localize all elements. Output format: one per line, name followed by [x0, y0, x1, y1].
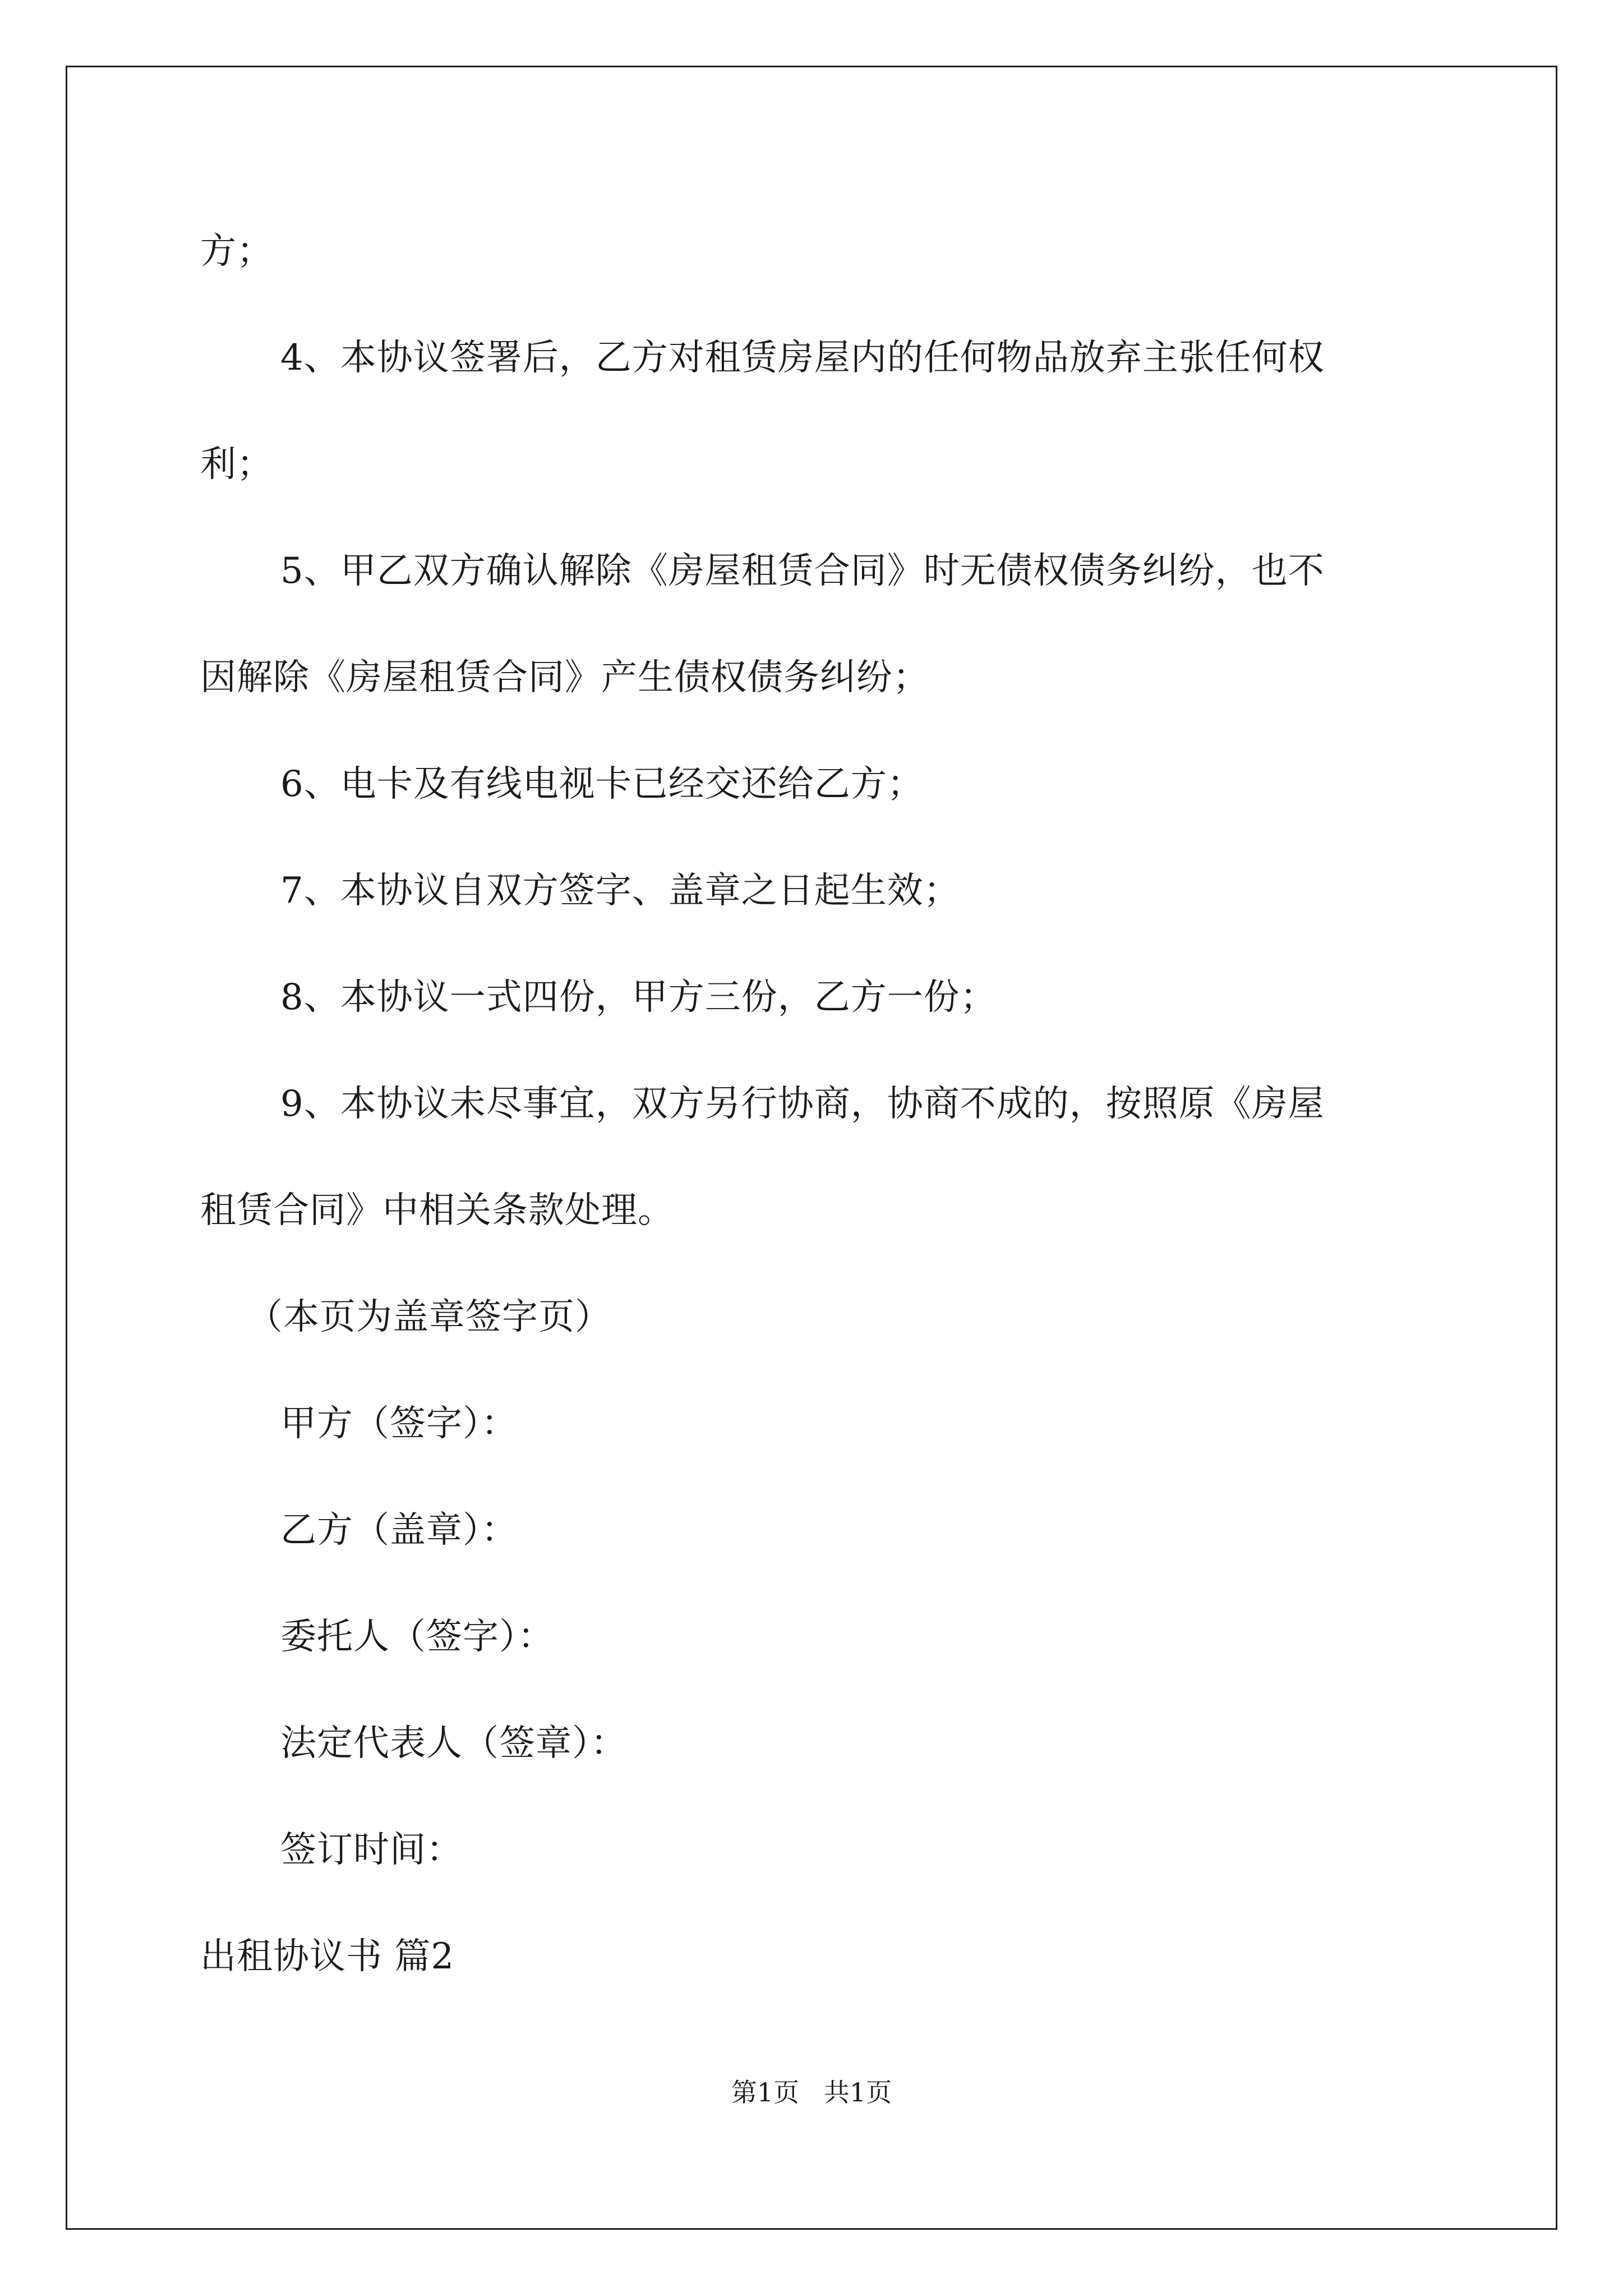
agent-signature-label: 委托人（签字）：: [280, 1616, 554, 1658]
signature-page-note: （本页为盖章签字页）: [247, 1296, 611, 1338]
clause-9-line-2: 租赁合同》中相关条款处理。: [200, 1190, 674, 1231]
signing-date-label: 签订时间：: [280, 1829, 463, 1871]
clause-7: 7、本协议自双方签字、盖章之日起生效；: [280, 870, 960, 912]
clause-6: 6、电卡及有线电视卡已经交还给乙方；: [280, 763, 924, 805]
page-border: [66, 66, 1557, 2230]
clause-8: 8、本协议一式四份，甲方三份，乙方一份；: [280, 977, 997, 1018]
party-b-seal-label: 乙方（盖章）：: [280, 1510, 518, 1551]
section-heading: 出租协议书 篇2: [200, 1936, 455, 1977]
clause-9-line-1: 9、本协议未尽事宜，双方另行协商，协商不成的，按照原《房屋: [280, 1083, 1325, 1125]
legal-representative-label: 法定代表人（签章）：: [280, 1723, 627, 1764]
clause-4-line-1: 4、本协议签署后，乙方对租赁房屋内的任何物品放弃主张任何权: [280, 337, 1325, 379]
clause-5-line-1: 5、甲乙双方确认解除《房屋租赁合同》时无债权债务纠纷，也不: [280, 550, 1325, 592]
clause-4-line-2: 利；: [200, 444, 273, 485]
clause-5-line-2: 因解除《房屋租赁合同》产生债权债务纠纷；: [200, 657, 929, 698]
party-a-signature-label: 甲方（签字）：: [280, 1403, 518, 1444]
page-footer: 第1页 共1页: [731, 2077, 892, 2108]
text-line-1: 方；: [200, 231, 273, 272]
